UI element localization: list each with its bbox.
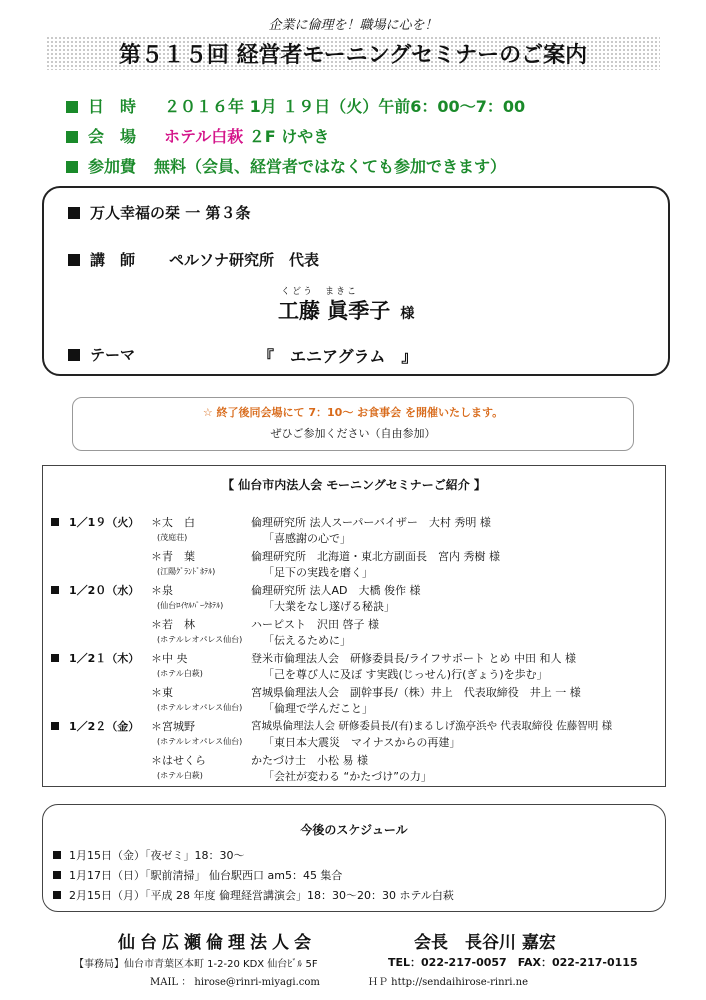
speaker-info: ハーピスト 沢田 啓子 様	[251, 618, 379, 631]
square-bullet-icon	[53, 851, 61, 859]
speaker-venue: (茂庭荘)	[157, 533, 188, 542]
square-bullet-icon	[68, 207, 80, 219]
speaker-theme: 「大業をなし遂げる秘訣」	[263, 600, 395, 613]
square-bullet-icon	[68, 349, 80, 361]
date-label: 1／2２（金）	[51, 718, 139, 734]
section-title: 万人幸福の栞 一 第３条	[68, 202, 250, 223]
schedule-heading: 今後のスケジュール	[300, 823, 408, 837]
speaker-info: 倫理研究所 北海道・東北方副面長 宮内 秀樹 様	[251, 550, 500, 563]
speaker-info: 登米市倫理法人会 研修委員長/ライフサポート とめ 中田 和人 様	[251, 652, 577, 665]
square-bullet-icon	[51, 722, 59, 730]
speaker-name: ＊中 央	[151, 652, 188, 665]
date-label: 1／2０（水）	[51, 582, 139, 598]
lecturer-row: 講 師 ペルソナ研究所 代表	[68, 249, 319, 270]
speaker-venue: (仙台ﾛｲﾔﾙﾊﾟｰｸﾎﾃﾙ)	[157, 601, 224, 610]
notice-line-1: ☆ 終了後同会場にて 7：10～ お食事会 を開催いたします。	[202, 406, 504, 419]
theme-value: 『 エニアグラム 』	[258, 347, 418, 366]
speaker-venue: (ホテル白萩)	[157, 771, 203, 780]
lecturer-name: 工藤 眞季子 様	[278, 299, 415, 323]
organization-name: 仙台広瀬倫理法人会	[118, 933, 316, 953]
intro-box	[42, 465, 666, 787]
speaker-name: ＊青 葉	[151, 550, 195, 563]
speaker-info: 倫理研究所 法人AD 大橋 俊作 様	[251, 584, 421, 597]
square-bullet-icon	[51, 518, 59, 526]
homepage: ＨＰ http://sendaihirose-rinri.ne	[368, 977, 529, 988]
speaker-theme: 「足下の実践を磨く」	[263, 566, 373, 579]
date-label: 1／1９（火）	[51, 514, 139, 530]
speaker-info: 宮城県倫理法人会 副幹事長/（株）井上 代表取締役 井上 一 様	[251, 686, 581, 699]
square-bullet-icon	[66, 101, 78, 113]
schedule-item: 2月15日（月）「平成 28 年度 倫理経営講演会」18：30～20：30 ホテル白萩	[53, 887, 454, 903]
theme-row: テーマ	[68, 344, 135, 365]
speaker-info: かたづけ士 小松 易 様	[251, 754, 368, 767]
speaker-info: 倫理研究所 法人スーパーバイザー 大村 秀明 様	[251, 516, 491, 529]
date-label: 1／2１（木）	[51, 650, 139, 666]
speaker-name: ＊太 白	[151, 516, 195, 529]
page-title: 第５１５回 経営者モーニングセミナーのご案内	[46, 36, 660, 70]
speaker-theme: 「会社が変わる “かたづけ”の力」	[263, 770, 432, 783]
square-bullet-icon	[66, 161, 78, 173]
speaker-venue: (ホテルレオパレス仙台)	[157, 703, 243, 712]
schedule-box	[42, 804, 666, 912]
seminar-details-box	[42, 186, 670, 376]
speaker-name: ＊東	[151, 686, 173, 699]
chairman: 会長 長谷川 嘉宏	[414, 933, 556, 953]
speaker-name: ＊はせくら	[151, 754, 206, 767]
speaker-theme: 「東日本大震災 マイナスからの再建」	[263, 736, 461, 749]
speaker-info: 宮城県倫理法人会 研修委員長/(有)まるしげ漁亭浜や 代表取締役 佐藤智明 様	[251, 720, 613, 732]
speaker-venue: (江陽ｸﾞﾗﾝﾄﾞﾎﾃﾙ)	[157, 567, 216, 576]
email: MAIL ： hirose@rinri-miyagi.com	[150, 977, 320, 988]
slogan: 企業に倫理を！職場に心を！	[268, 18, 438, 33]
phone-fax: TEL：022-217-0057 FAX：022-217-0115	[388, 956, 638, 969]
info-fee: 参加費 無料（会員、経営者ではなくても参加できます）	[66, 154, 506, 177]
speaker-venue: (ホテル白萩)	[157, 669, 203, 678]
lecturer-ruby: くどう まきこ	[281, 287, 359, 297]
speaker-name: ＊宮城野	[151, 720, 195, 733]
speaker-theme: 「倫理で学んだこと」	[263, 702, 373, 715]
speaker-name: ＊若 林	[151, 618, 195, 631]
speaker-venue: (ホテルレオパレス仙台)	[157, 635, 243, 644]
info-venue: 会 場 ホテル白萩 ２F けやき	[66, 124, 329, 147]
square-bullet-icon	[53, 891, 61, 899]
info-datetime: 日 時 ２０１６年 1月 １９日（火）午前6：00～7：00	[66, 94, 525, 117]
speaker-theme: 「喜感謝の心で」	[263, 532, 351, 545]
square-bullet-icon	[51, 654, 59, 662]
schedule-item: 1月17日（日）「駅前清掃」 仙台駅西口 am5：45 集合	[53, 867, 342, 883]
square-bullet-icon	[53, 871, 61, 879]
speaker-theme: 「伝えるために」	[263, 634, 351, 647]
notice-line-2: ぜひご参加ください（自由参加）	[270, 427, 436, 440]
speaker-venue: (ホテルレオパレス仙台)	[157, 737, 243, 746]
square-bullet-icon	[68, 254, 80, 266]
schedule-item: 1月15日（金）「夜ゼミ」18：30～	[53, 847, 245, 863]
dinner-notice	[72, 397, 634, 451]
speaker-theme: 「己を尊び人に及ぼ す実践(じっせん)行(ぎょう)を歩む」	[263, 668, 548, 681]
office-address: 【事務局】仙台市青葉区本町 1-2-20 KDX 仙台ﾋﾞﾙ 5F	[74, 959, 318, 970]
speaker-name: ＊泉	[151, 584, 173, 597]
square-bullet-icon	[51, 586, 59, 594]
intro-heading: 【 仙台市内法人会 モーニングセミナーご紹介 】	[222, 478, 486, 492]
square-bullet-icon	[66, 131, 78, 143]
